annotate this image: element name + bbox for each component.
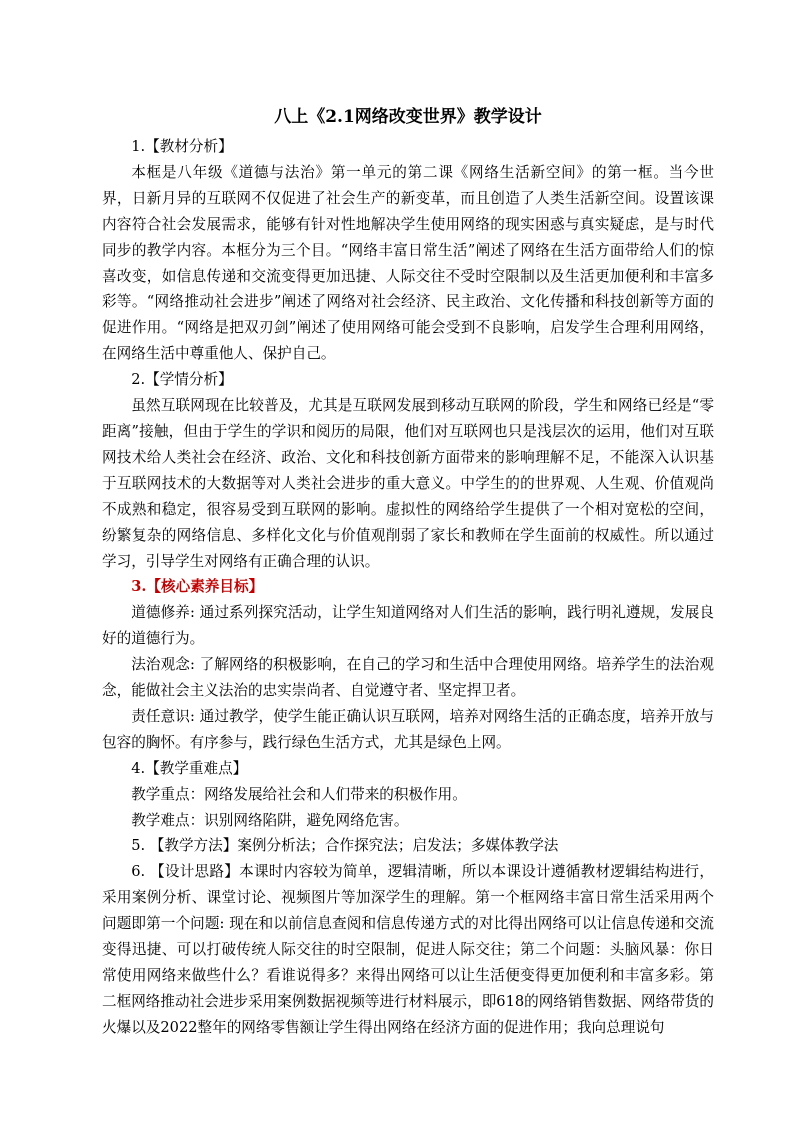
paragraph-key-point: 教学重点：网络发展给社会和人们带来的积极作用。 [131, 785, 467, 803]
document-title: 八上《2.1网络改变世界》教学设计 [274, 107, 542, 127]
paragraph-responsibility: 责任意识: 通过教学，使学生能正确认识互联网，培养对网络生活的正确态度，培养开放与包容的胸怀。有序参与，践行绿色生活方式，尤其是绿色上网。 [102, 707, 714, 751]
section-heading-key-points: 4.【教学重难点】 [131, 759, 248, 777]
paragraph-difficult-point: 教学难点：识别网络陷阱，避免网络危害。 [131, 811, 409, 829]
paragraph-textbook-analysis: 本框是八年级《道德与法治》第一单元的第二课《网络生活新空间》的第一框。当今世界，日新月异的互联网不仅促进了社会生产的新变革，而且创造了人类生活新空间。设置该课内容符合社会发展需求，能够有针对性地解决学生使用网络的现实困惑与真实疑虑，是与时代同步的教学内容。本框分为三个目。“网络丰富日常生活”阐述了网络在生活方面带给人们的惊喜改变，如信息传递和交流变得更加迅捷、人际交往不受时空限制以及生活更加便利和丰富多彩等。“网络推动社会进步”阐述了网络对社会经济、民主政治、文化传播和科技创新等方面的促进作用。“网络是把双刃剑”阐述了使用网络可能会受到不良影响，启发学生合理利用网络，在网络生活中尊重他人、保护自己。 [102, 163, 714, 363]
paragraph-design-approach: 6. 【设计思路】本课时内容较为简单，逻辑清晰，所以本课设计遵循教材逻辑结构进行，采用案例分析、课堂讨论、视频图片等加深学生的理解。第一个框网络丰富日常生活采用两个问题即第一个问题: 现在和以前信息查阅和信息传递方式的对比得出网络可以让信息传递和交流变得迅捷、可以打破传统人际交往的时空限制，促进人际交往；第二个问题：头脑风暴：你日常使用网络来做些什么？看谁说得多？来得出网络可以让生活便变得更加便利和丰富多彩。第二框网络推动社会进步采用案例数据视频等进行材料展示，即618的网络销售数据、网络带货的火爆以及2022整年的网络零售额让学生得出网络在经济方面的促进作用；我向总理说句 [102, 863, 714, 1036]
paragraph-teaching-methods: 5. 【教学方法】案例分析法；合作探究法；启发法；多媒体教学法 [131, 837, 559, 855]
section-heading-student-analysis: 2.【学情分析】 [131, 371, 233, 389]
document-page [102, 100, 714, 1041]
paragraph-student-analysis: 虽然互联网现在比较普及，尤其是互联网发展到移动互联网的阶段，学生和网络已经是“零距离”接触，但由于学生的学识和阅历的局限，他们对互联网也只是浅层次的运用，他们对互联网技术给人类社会在经济、政治、文化和科技创新方面带来的影响理解不足，不能深入认识基于互联网技术的大数据等对人类社会进步的重大意义。中学生的的世界观、人生观、价值观尚不成熟和稳定，很容易受到互联网的影响。虚拟性的网络给学生提供了一个相对宽松的空间，纷繁复杂的网络信息、多样化文化与价值观削弱了家长和教师在学生面前的权威性。所以通过学习，引导学生对网络有正确合理的认识。 [102, 397, 714, 570]
paragraph-rule-of-law: 法治观念: 了解网络的积极影响，在自己的学习和生活中合理使用网络。培养学生的法治观念，能做社会主义法治的忠实崇尚者、自觉遵守者、坚定捍卫者。 [102, 656, 714, 700]
section-heading-core-goals: 3.【核心素养目标】 [131, 578, 264, 596]
paragraph-moral-cultivation: 道德修养: 通过系列探究活动，让学生知道网络对人们生活的影响，践行明礼遵规，发展良好的道德行为。 [102, 604, 714, 648]
section-heading-textbook-analysis: 1.【教材分析】 [131, 138, 233, 155]
